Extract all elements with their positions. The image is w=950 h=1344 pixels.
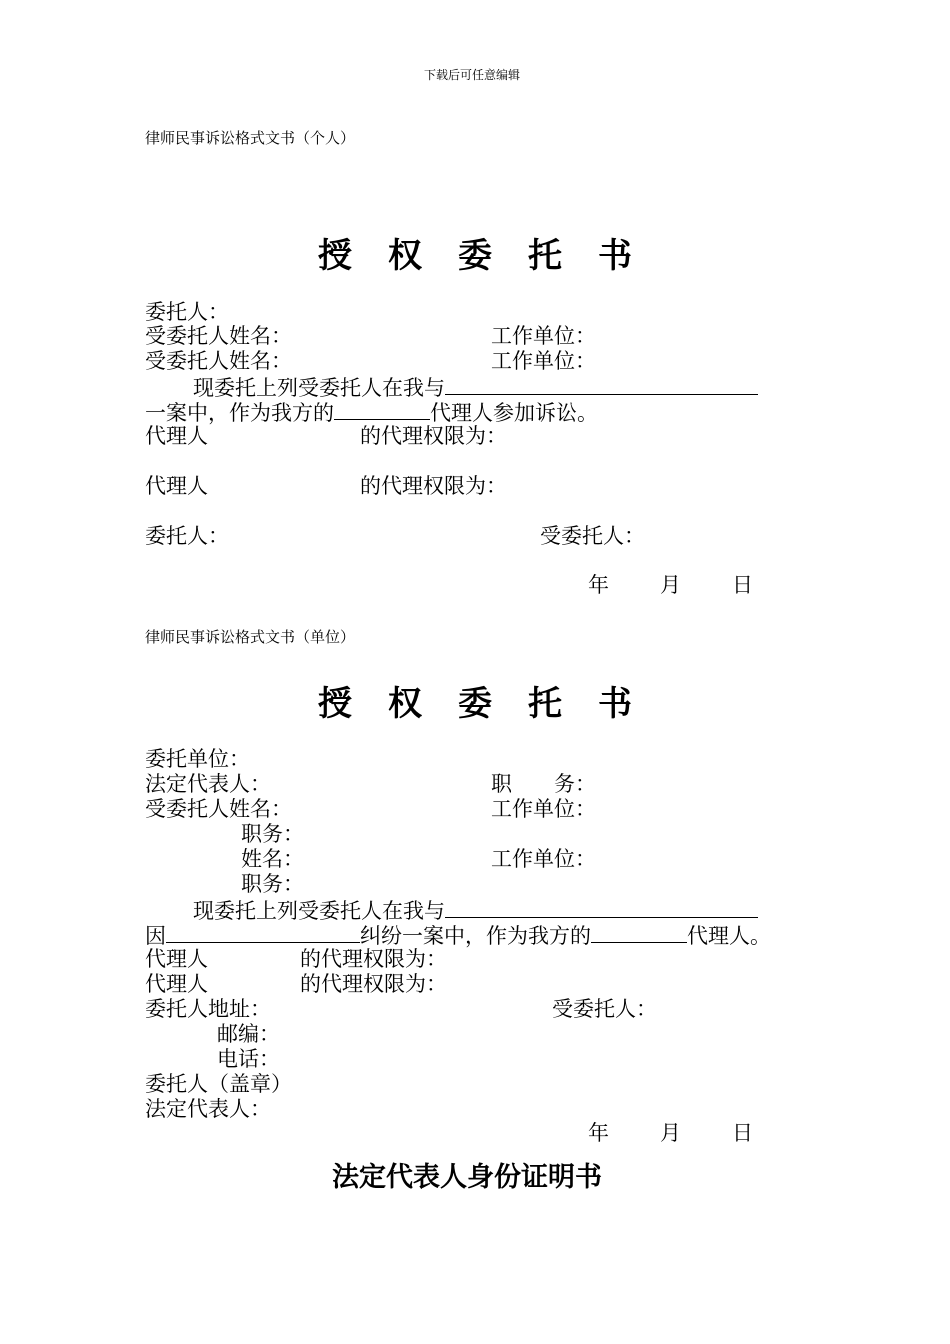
doc2-date-year: 年	[588, 1121, 609, 1145]
doc1-date-day: 日	[732, 573, 753, 597]
doc1-body-text: 代理人参加诉讼。	[430, 401, 598, 425]
doc2-title-char: 书	[598, 684, 632, 724]
doc1-scope1-text: 的代理权限为：	[360, 424, 507, 448]
doc2-dispute-blank	[166, 922, 360, 943]
doc1-title-char: 授	[318, 236, 352, 276]
doc2-rep-label: 法定代表人：	[145, 772, 271, 796]
doc2-address-label: 委托人地址：	[145, 997, 271, 1021]
doc2-scope1-label: 代理人	[145, 947, 208, 971]
doc2-title-char: 授	[318, 684, 352, 724]
doc2-category: 律师民事诉讼格式文书（单位）	[145, 628, 356, 646]
doc1-title-char: 委	[458, 236, 492, 276]
doc2-rep-sign-label: 法定代表人：	[145, 1097, 271, 1121]
doc2-scope2-label: 代理人	[145, 972, 208, 996]
doc1-body-line2	[145, 399, 598, 426]
doc1-agent2-name-label: 受委托人姓名：	[145, 349, 292, 373]
doc2-date-month: 月	[660, 1121, 681, 1145]
doc1-agent1-work-label: 工作单位：	[491, 324, 596, 348]
doc1-title-char: 托	[528, 236, 562, 276]
doc1-scope2-label: 代理人	[145, 474, 208, 498]
doc1-body-text: 现委托上列受委托人在我与	[193, 376, 445, 400]
doc2-agent1-duty-label: 职务：	[241, 822, 304, 846]
doc2-seal-label: 委托人（盖章）	[145, 1072, 292, 1096]
doc1-category: 律师民事诉讼格式文书（个人）	[145, 129, 356, 147]
doc2-title-char: 委	[458, 684, 492, 724]
doc1-date-year: 年	[588, 573, 609, 597]
doc2-date-day: 日	[732, 1121, 753, 1145]
doc2-body-text: 现委托上列受委托人在我与	[193, 899, 445, 923]
doc2-scope2-text: 的代理权限为：	[300, 972, 447, 996]
doc1-date-month: 月	[660, 573, 681, 597]
doc2-unit-label: 委托单位：	[145, 747, 250, 771]
doc2-title-char: 权	[388, 684, 422, 724]
doc1-body-line1	[193, 374, 758, 401]
doc1-sign-principal: 委托人：	[145, 524, 229, 548]
doc2-agent2-work-label: 工作单位：	[491, 847, 596, 871]
doc2-body-text: 代理人。	[687, 924, 771, 948]
doc2-body-text: 纠纷一案中，作为我方的	[360, 924, 591, 948]
doc2-scope1-text: 的代理权限为：	[300, 947, 447, 971]
doc2-body-text: 因	[145, 924, 166, 948]
page-header-note: 下载后可任意编辑	[424, 68, 521, 82]
doc2-sign-agent: 受委托人：	[552, 997, 657, 1021]
doc1-sign-agent: 受委托人：	[540, 524, 645, 548]
doc2-body-line2	[145, 922, 771, 949]
doc2-opponent-blank	[445, 897, 758, 918]
doc2-agent1-work-label: 工作单位：	[491, 797, 596, 821]
doc2-duty-label: 职 务：	[491, 772, 596, 796]
doc2-phone-label: 电话：	[217, 1047, 280, 1071]
doc1-title-char: 书	[598, 236, 632, 276]
doc3-title: 法定代表人身份证明书	[332, 1162, 602, 1193]
doc2-agent2-duty-label: 职务：	[241, 872, 304, 896]
doc1-principal-label: 委托人：	[145, 300, 229, 324]
doc1-scope1-label: 代理人	[145, 424, 208, 448]
doc1-title-char: 权	[388, 236, 422, 276]
doc2-agent2-name-label: 姓名：	[241, 847, 304, 871]
doc1-agent-type-blank	[334, 399, 430, 420]
doc1-agent1-name-label: 受委托人姓名：	[145, 324, 292, 348]
doc2-title-char: 托	[528, 684, 562, 724]
doc1-agent2-work-label: 工作单位：	[491, 349, 596, 373]
doc2-agent1-name-label: 受委托人姓名：	[145, 797, 292, 821]
doc2-postcode-label: 邮编：	[217, 1022, 280, 1046]
doc1-body-text: 一案中，作为我方的	[145, 401, 334, 425]
doc2-body-line1	[193, 897, 758, 924]
doc1-scope2-text: 的代理权限为：	[360, 474, 507, 498]
doc1-opponent-blank	[445, 374, 758, 395]
doc2-agent-type-blank	[591, 922, 687, 943]
